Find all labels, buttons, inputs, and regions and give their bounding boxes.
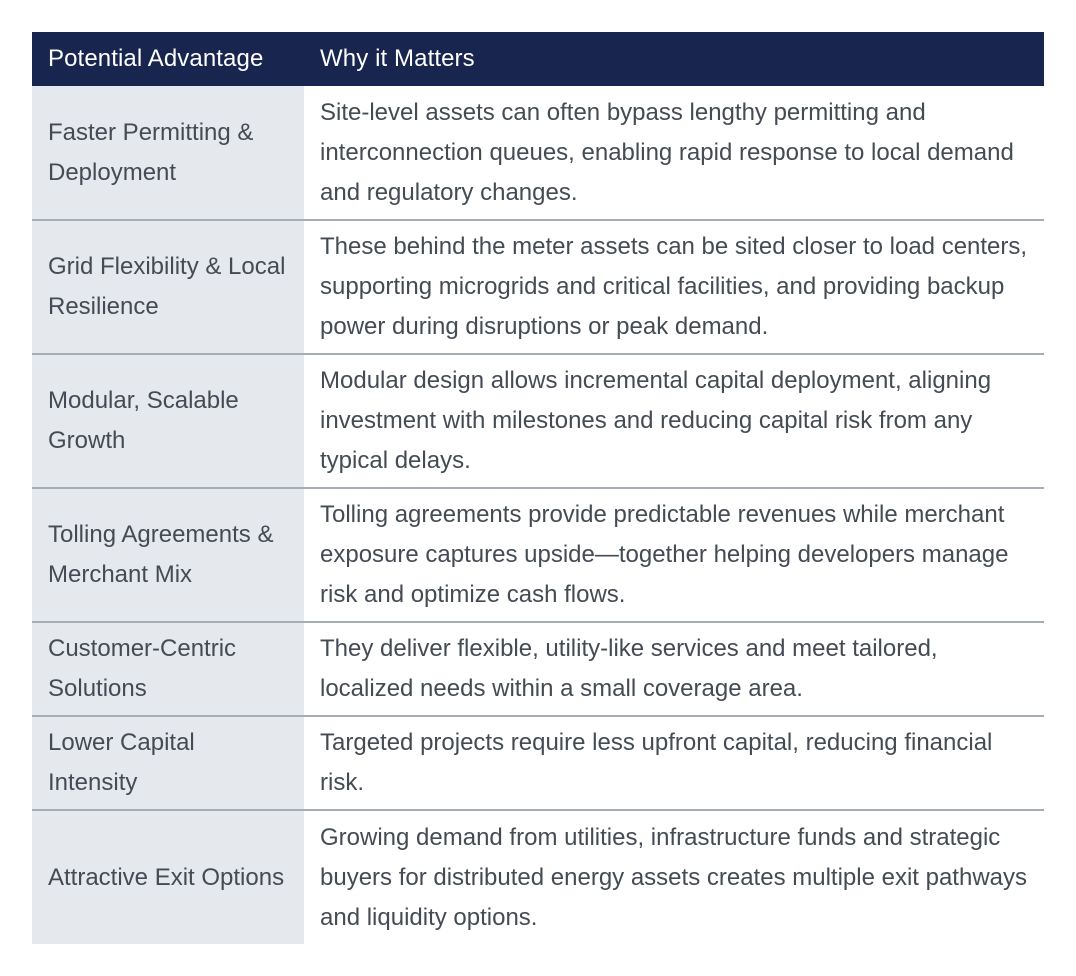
why-cell: They deliver flexible, utility-like services and meet tailored, localized needs within a small coverage area. xyxy=(304,622,1044,716)
why-cell: These behind the meter assets can be sited closer to load centers, supporting microgrids and critical facilities, and providing backup power during disruptions or peak demand. xyxy=(304,220,1044,354)
header-row xyxy=(32,32,1044,86)
table-row xyxy=(32,716,1044,810)
header-potential-advantage: Potential Advantage xyxy=(32,32,304,86)
advantage-cell: Customer-Centric Solutions xyxy=(32,622,304,716)
why-cell: Modular design allows incremental capital deployment, aligning investment with milestones and reducing capital risk from any typical delays. xyxy=(304,354,1044,488)
table-body xyxy=(32,86,1044,944)
header-why-it-matters: Why it Matters xyxy=(304,32,1044,86)
advantage-cell: Tolling Agreements & Merchant Mix xyxy=(32,488,304,622)
advantage-cell: Faster Permitting & Deployment xyxy=(32,86,304,220)
advantage-cell: Modular, Scalable Growth xyxy=(32,354,304,488)
advantage-cell: Lower Capital Intensity xyxy=(32,716,304,810)
table-row xyxy=(32,86,1044,220)
table-header xyxy=(32,32,1044,86)
table-row xyxy=(32,810,1044,944)
advantage-cell: Attractive Exit Options xyxy=(32,810,304,944)
advantage-cell: Grid Flexibility & Local Resilience xyxy=(32,220,304,354)
why-cell: Site-level assets can often bypass lengthy permitting and interconnection queues, enabling rapid response to local demand and regulatory changes. xyxy=(304,86,1044,220)
table-row xyxy=(32,488,1044,622)
why-cell: Tolling agreements provide predictable revenues while merchant exposure captures upside—together helping developers manage risk and optimize cash flows. xyxy=(304,488,1044,622)
why-cell: Growing demand from utilities, infrastructure funds and strategic buyers for distributed energy assets creates multiple exit pathways and liquidity options. xyxy=(304,810,1044,944)
table-row xyxy=(32,354,1044,488)
table-row xyxy=(32,622,1044,716)
advantages-table xyxy=(32,32,1044,944)
why-cell: Targeted projects require less upfront capital, reducing financial risk. xyxy=(304,716,1044,810)
table-row xyxy=(32,220,1044,354)
